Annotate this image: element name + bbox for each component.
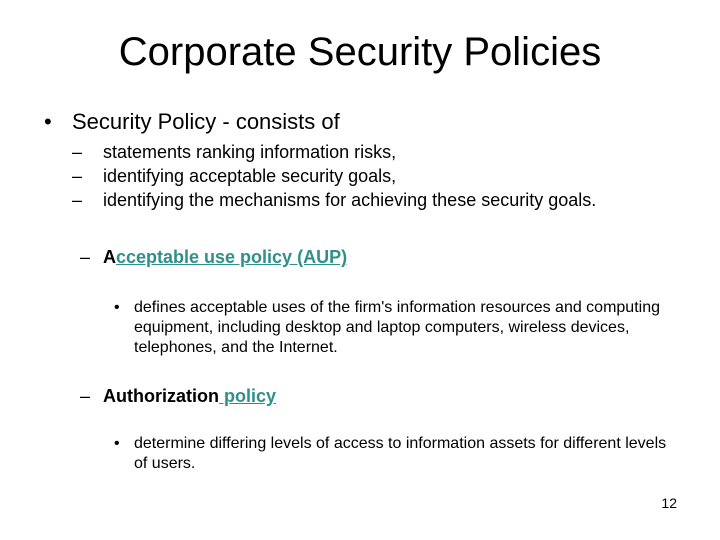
aup-lead-letter: A xyxy=(103,247,116,267)
authorization-link[interactable]: policy xyxy=(218,386,276,406)
aup-link[interactable]: cceptable use policy (AUP) xyxy=(116,247,348,267)
bullet-marker: • xyxy=(114,299,120,316)
dash-marker: – xyxy=(72,190,83,210)
sub-item xyxy=(72,140,596,164)
sub-item-text: identifying the mechanisms for achieving these security goals. xyxy=(103,190,597,210)
sub-item xyxy=(72,164,596,188)
authorization-lead: Authorization xyxy=(103,386,219,406)
slide-title: Corporate Security Policies xyxy=(118,30,602,74)
authorization-heading xyxy=(80,384,276,408)
sub-item-text: statements ranking information risks, xyxy=(103,142,397,162)
authorization-description-text: determine differing levels of access to information assets for different levels of users. xyxy=(134,435,667,472)
sub-item-text: identifying acceptable security goals, xyxy=(103,166,397,186)
bullet-marker: • xyxy=(114,435,120,452)
sub-item xyxy=(72,188,596,212)
authorization-description xyxy=(114,434,674,474)
bullet-marker: • xyxy=(44,109,52,134)
sub-item-list xyxy=(72,140,596,212)
aup-heading xyxy=(80,245,347,269)
main-bullet-text: Security Policy - consists of xyxy=(72,109,340,134)
dash-marker: – xyxy=(72,142,83,162)
main-bullet xyxy=(44,108,340,136)
page-number: 12 xyxy=(661,495,677,511)
dash-marker: – xyxy=(72,166,83,186)
aup-description xyxy=(114,298,674,358)
dash-marker: – xyxy=(80,386,91,406)
aup-description-text: defines acceptable uses of the firm's information resources and computing equipment, including desktop and laptop computers, wireless devices, telephones, and the Internet. xyxy=(134,299,660,356)
dash-marker: – xyxy=(80,247,91,267)
